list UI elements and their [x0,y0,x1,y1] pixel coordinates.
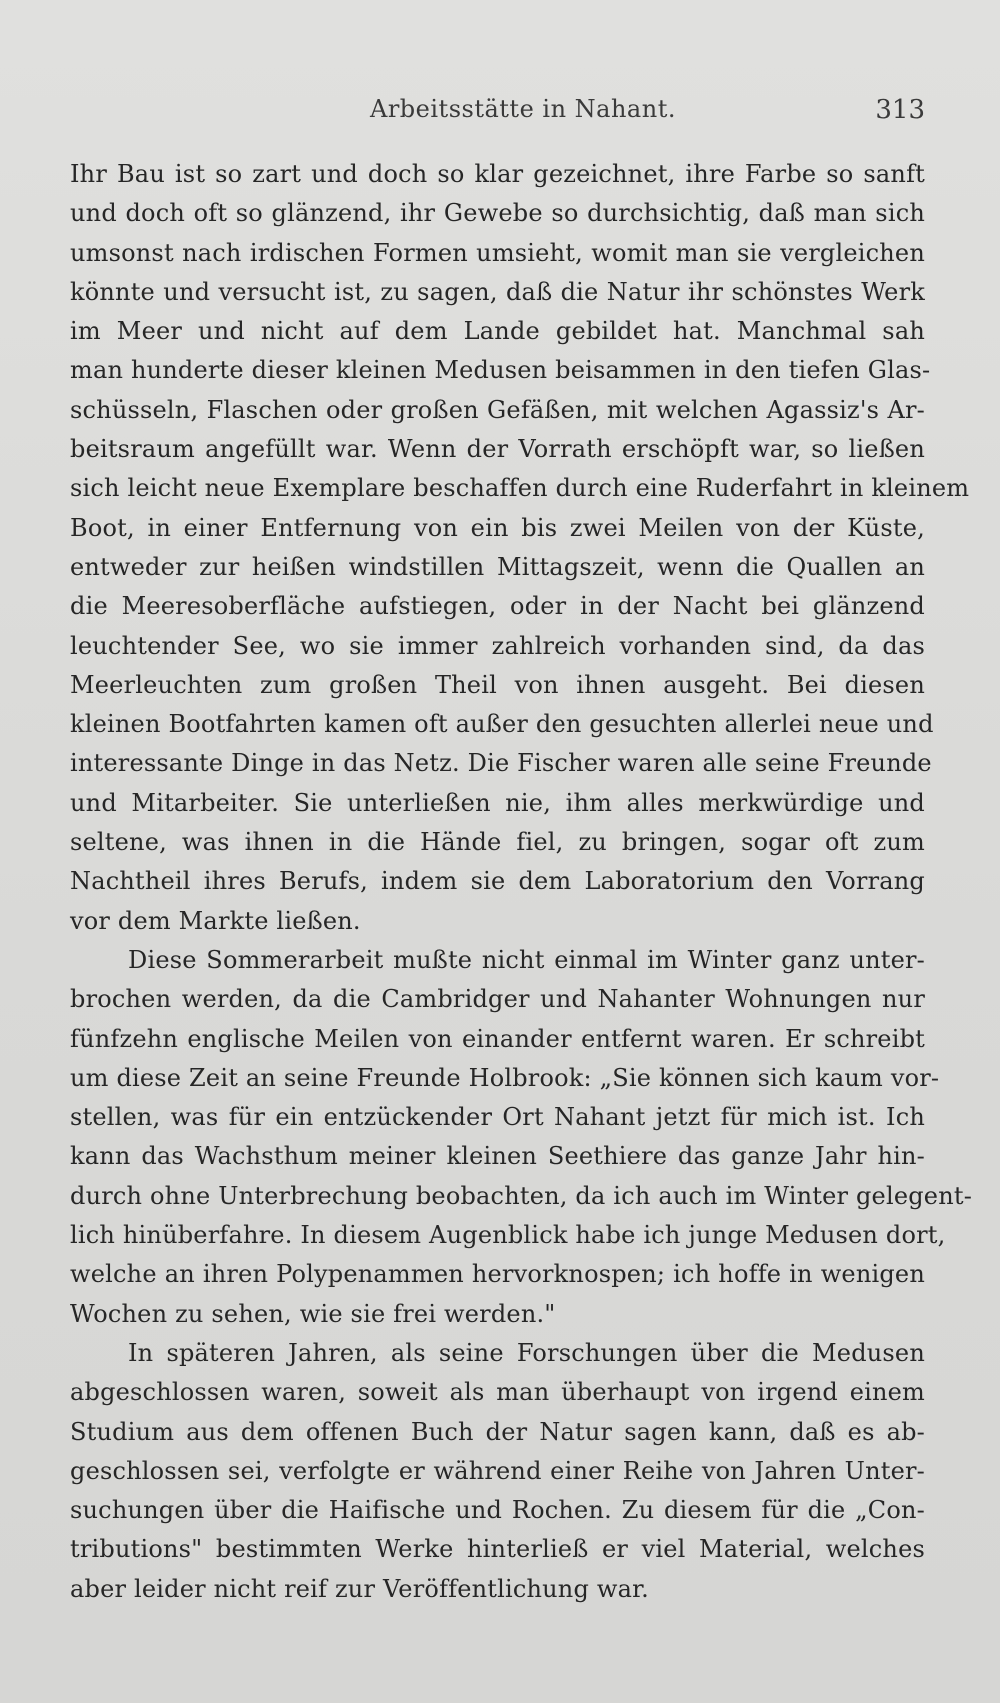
text-line: die Meeresoberfläche aufstiegen, oder in der Nacht bei glänzend [70,592,925,621]
text-line: um diese Zeit an seine Freunde Holbrook: „Sie können sich kaum vor- [70,1063,940,1092]
text-line: umsonst nach irdischen Formen umsieht, womit man sie vergleichen [70,238,925,267]
running-head [70,95,925,135]
text-line: Meerleuchten zum großen Theil von ihnen ausgeht. Bei diesen [70,670,925,699]
text-line: im Meer und nicht auf dem Lande gebildet hat. Manchmal sah [70,317,925,346]
text-line: abgeschlossen waren, soweit als man überhaupt von irgend einem [70,1378,925,1407]
text-line: durch ohne Unterbrechung beobachten, da ich auch im Winter gelegent- [70,1181,973,1210]
text-line: und Mitarbeiter. Sie unterließen nie, ihm alles merkwürdige und [70,788,925,817]
text-line: schüsseln, Flaschen oder großen Gefäßen, mit welchen Agassiz's Ar- [70,395,925,424]
paragraph [70,155,970,941]
text-line: stellen, was für ein entzückender Ort Nahant jetzt für mich ist. Ich [70,1103,925,1132]
text-line: Boot, in einer Entfernung von ein bis zwei Meilen von der Küste, [70,513,925,542]
text-line: brochen werden, da die Cambridger und Nahanter Wohnungen nur [70,985,925,1014]
text-line: suchungen über die Haifische und Rochen. Zu diesem für die „Con- [70,1496,925,1525]
text-line: kann das Wachsthum meiner kleinen Seethiere das ganze Jahr hin- [70,1142,925,1171]
text-line: entweder zur heißen windstillen Mittagszeit, wenn die Quallen an [70,552,925,581]
text-line: interessante Dinge in das Netz. Die Fischer waren alle seine Freunde [70,749,932,778]
text-line: tributions" bestimmten Werke hinterließ er viel Material, welches [70,1535,925,1564]
text-line: könnte und versucht ist, zu sagen, daß die Natur ihr schönstes Werk [70,277,925,306]
text-line: Nachtheil ihres Berufs, indem sie dem Laboratorium den Vorrang [70,867,925,896]
body-text [70,155,973,1609]
text-line: man hunderte dieser kleinen Medusen beisammen in den tiefen Glas- [70,356,931,385]
text-line: seltene, was ihnen in die Hände fiel, zu bringen, sogar oft zum [70,828,925,857]
text-line: Studium aus dem offenen Buch der Natur sagen kann, daß es ab- [70,1417,925,1446]
text-line: leuchtender See, wo sie immer zahlreich vorhanden sind, da das [70,631,925,660]
page-number: 313 [875,95,925,125]
text-line: Ihr Bau ist so zart und doch so klar gezeichnet, ihre Farbe so sanft [70,160,925,188]
text-line: aber leider nicht reif zur Veröffentlichung war. [70,1574,649,1603]
text-line: kleinen Bootfahrten kamen oft außer den gesuchten allerlei neue und [70,710,934,739]
running-title: Arbeitsstätte in Nahant. [370,95,676,123]
paragraph [70,941,973,1334]
text-line: beitsraum angefüllt war. Wenn der Vorrath erschöpft war, so ließen [70,435,925,464]
text-line: fünfzehn englische Meilen von einander entfernt waren. Er schreibt [70,1024,925,1053]
paragraph [70,1334,925,1609]
text-line: welche an ihren Polypenammen hervorknospen; ich hoffe in wenigen [70,1260,925,1289]
text-line: sich leicht neue Exemplare beschaffen durch eine Ruderfahrt in kleinem [70,474,970,503]
text-line: Diese Sommerarbeit mußte nicht einmal im Winter ganz unter- [128,945,925,974]
text-line: vor dem Markte ließen. [70,906,361,935]
text-line: Wochen zu sehen, wie sie frei werden." [70,1299,556,1328]
text-line: lich hinüberfahre. In diesem Augenblick habe ich junge Medusen dort, [70,1221,946,1250]
text-line: und doch oft so glänzend, ihr Gewebe so durchsichtig, daß man sich [70,199,925,228]
text-line: In späteren Jahren, als seine Forschungen über die Medusen [128,1338,925,1367]
text-line: geschlossen sei, verfolgte er während einer Reihe von Jahren Unter- [70,1456,925,1485]
